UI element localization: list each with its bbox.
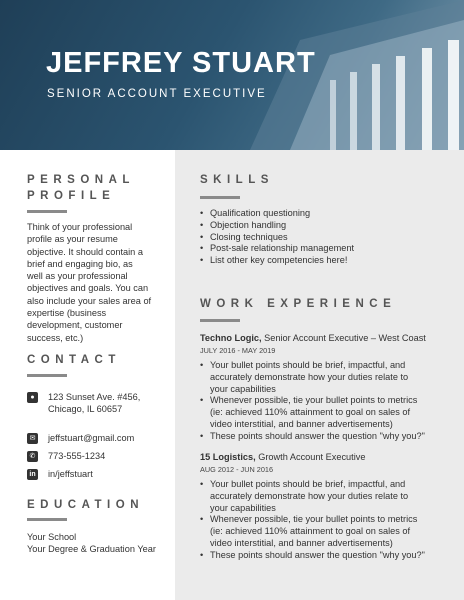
profile-line: profile as your resume [27,234,118,245]
email-text[interactable]: jeffstuart@gmail.com [48,433,135,443]
profile-divider [27,210,67,213]
profile-line: well as your professional [27,271,128,282]
profile-line: brief and engaging bio, as [27,258,133,269]
bullet-line: video interstitial, and banner advertisements) [210,418,393,429]
bullet-line: video interstitial, and banner advertisements) [210,537,393,548]
education-divider [27,518,67,521]
contact-phone[interactable] [27,450,105,462]
skill-item: • Qualification questioning [200,208,354,220]
profile-line: development, customer [27,320,123,331]
header-banner [0,0,464,150]
profile-line: expertise (business [27,308,107,319]
bullet-line: (ie: achieved 110% attainment to goal on sales of [210,407,411,418]
education-school: Your School [27,532,77,542]
contact-divider [27,374,67,377]
skill-item: • Objection handling [200,220,354,232]
job-bullet [200,479,460,514]
bullet-line: • Your bullet points should be brief, impactful, and [210,360,406,370]
skills-list [200,208,354,267]
skill-item: • List other key competencies here! [200,255,354,267]
job-bullet [200,395,460,430]
bullet-line: your capabilities [210,383,276,394]
linkedin-text[interactable]: in/jeffstuart [48,469,93,479]
email-icon: ✉ [27,433,38,444]
skill-item: • Closing techniques [200,232,354,244]
job-title [200,452,365,462]
profile-line: objective. It should contain a [27,246,143,257]
bullet-line: • Your bullet points should be brief, impactful, and [210,479,406,489]
bullet-line: accurately demonstrate how your duties relate to [210,490,409,501]
bullet-line: • These points should answer the question "why you?" [210,549,425,560]
education-title: EDUCATION [27,499,145,511]
contact-linkedin[interactable] [27,468,93,480]
job-bullet [200,550,460,562]
linkedin-icon: in [27,469,38,480]
contact-address [27,391,140,416]
phone-text[interactable]: 773-555-1234 [48,451,106,461]
skill-item: • Post-sale relationship management [200,243,354,255]
job-title [200,333,426,343]
profile-line: success, etc.) [27,332,84,343]
address-line: Chicago, IL 60657 [48,404,123,415]
bullet-line: • Whenever possible, tie your bullet points to metrics [210,514,418,525]
contact-email[interactable] [27,432,134,444]
contact-title: CONTACT [27,354,121,366]
profile-title-line1: PERSONAL [27,174,135,186]
experience-title: WORK EXPERIENCE [200,298,397,310]
education-degree: Your Degree & Graduation Year [27,544,156,554]
job-bullet [200,360,460,395]
job-bullet [200,514,460,549]
job-bullet [200,431,460,443]
job-dates: AUG 2012 - JUN 2016 [200,465,274,474]
bullet-line: accurately demonstrate how your duties relate to [210,371,409,382]
skills-divider [200,196,240,199]
profile-line: also include your sales area of [27,295,152,306]
phone-icon: ✆ [27,451,38,462]
profile-line: Think of your professional [27,222,133,232]
experience-divider [200,319,240,322]
job-bullets [200,479,460,562]
job-company: Techno Logic, [200,333,262,343]
profile-line: objectives and goals. You can [27,283,149,294]
candidate-role: SENIOR ACCOUNT EXECUTIVE [47,88,267,100]
location-pin-icon: ● [27,392,38,403]
address-line: 123 Sunset Ave. #456, [48,392,141,402]
bullet-line: (ie: achieved 110% attainment to goal on sales of [210,526,411,537]
job-company: 15 Logistics, [200,452,256,462]
profile-title-line2: PROFILE [27,190,116,202]
job-position: Growth Account Executive [255,452,366,462]
job-bullets [200,360,460,443]
profile-text [27,221,172,344]
job-dates: JULY 2016 - MAY 2019 [200,346,276,355]
candidate-name: JEFFREY STUART [46,47,316,79]
bullet-line: • These points should answer the question "why you?" [210,430,425,441]
bullet-line: your capabilities [210,502,276,513]
bullet-line: • Whenever possible, tie your bullet points to metrics [210,395,418,406]
job-position: Senior Account Executive – West Coast [261,333,426,343]
skills-title: SKILLS [200,174,274,186]
